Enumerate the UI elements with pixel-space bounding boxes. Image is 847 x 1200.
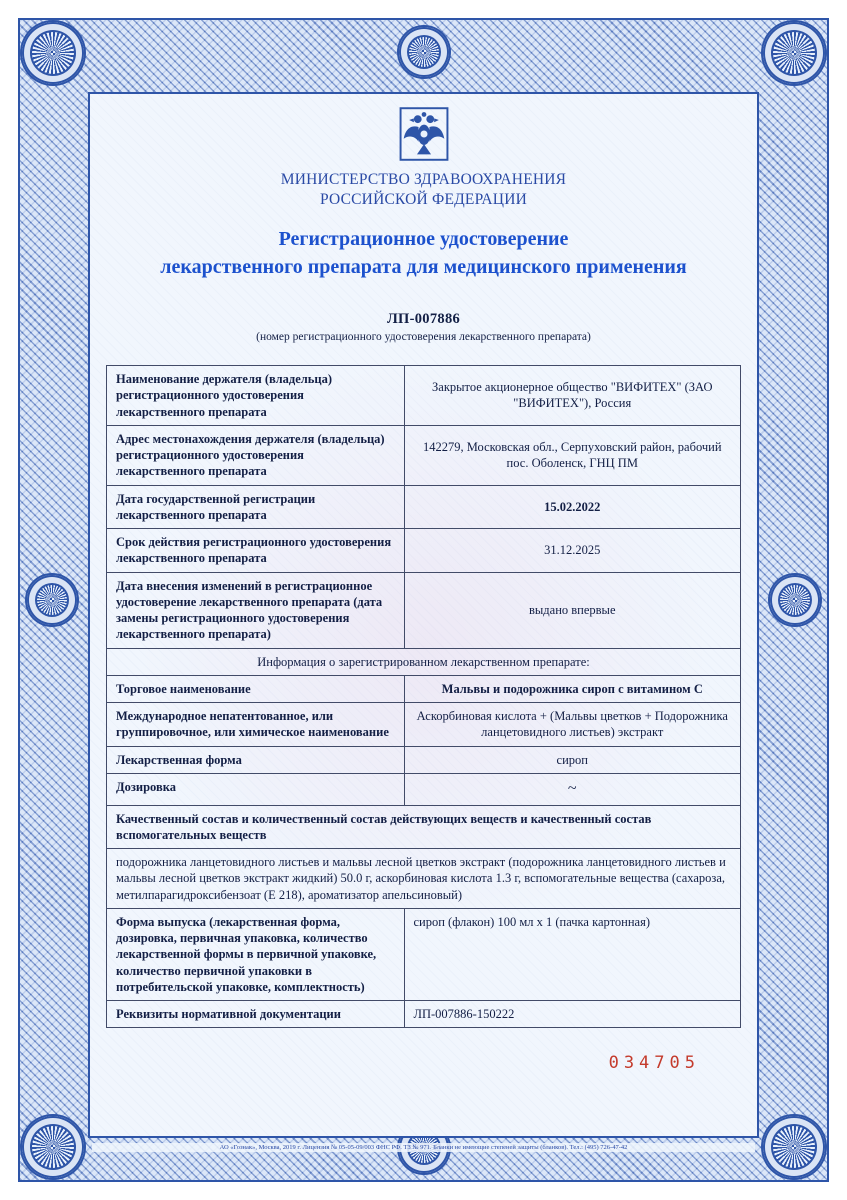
table-section-row [107, 648, 740, 675]
table-row [107, 366, 740, 425]
row-value: Аскорбиновая кислота + (Мальвы цветков + Подорожника ланцетовидного листьев) экстракт [416, 709, 728, 740]
row-value: ~ [567, 779, 577, 797]
table-section-row [107, 805, 740, 849]
certificate-table [106, 365, 741, 1028]
rosette-icon [763, 1116, 825, 1178]
table-row [107, 746, 740, 773]
composition-text: подорожника ланцетовидного листьев и мальвы лесной цветков экстракт (подорожника ланцетовидного листьев и мальвы лесной цветков экстракт жидкий) 50.0 г, аскорбиновая кислота 1.3 г, вспомогательные вещества (сахароза, метилпарагидроксибензоат (Е 218), ароматизатор апельсиновый) [116, 855, 726, 902]
row-value: Закрытое акционерное общество "ВИФИТЕХ" (ЗАО "ВИФИТЕХ"), Россия [432, 380, 713, 411]
row-label: Международное непатентованное, или группировочное, или химическое наименование [107, 703, 405, 746]
rosette-icon [399, 27, 449, 77]
row-label: Реквизиты нормативной документации [107, 1001, 405, 1027]
row-label: Дозировка [107, 774, 405, 805]
section-text: Качественный состав и количественный состав действующих веществ и качественный состав вспомогательных веществ [116, 811, 652, 842]
registration-number-caption: (номер регистрационного удостоверения лекарственного препарата) [256, 331, 591, 344]
rosette-icon [22, 22, 84, 84]
row-value: 142279, Московская обл., Серпуховский район, рабочий пос. Оболенск, ГНЦ ПМ [422, 439, 722, 471]
rosette-icon [770, 575, 820, 625]
row-label: Форма выпуска (лекарственная форма, дозировка, первичная упаковка, количество лекарственной формы в первичной упаковке, количество первичной упаковки в потребительской упаковке, комплектность) [107, 909, 405, 1000]
ministry-line-1: МИНИСТЕРСТВО ЗДРАВООХРАНЕНИЯ [280, 171, 567, 188]
row-value: 15.02.2022 [544, 499, 601, 514]
table-text-row [107, 848, 740, 908]
table-row [107, 675, 740, 702]
registration-number: ЛП-007886 [386, 311, 461, 328]
table-row [107, 1000, 740, 1027]
table-row [107, 528, 740, 572]
table-row [107, 908, 740, 1000]
coat-of-arms-icon [399, 106, 449, 162]
row-value: Мальвы и подорожника сироп с витамином С [441, 681, 703, 696]
certificate-body [88, 92, 759, 1138]
table-row [107, 702, 740, 746]
rosette-icon [27, 575, 77, 625]
table-row [107, 572, 740, 648]
row-label: Срок действия регистрационного удостоверения лекарственного препарата [107, 529, 405, 572]
table-row [107, 425, 740, 485]
rosette-icon [22, 1116, 84, 1178]
row-value: сироп [556, 752, 588, 767]
row-label: Дата внесения изменений в регистрационное удостоверение лекарственного препарата (дата замены регистрационного удостоверения лекарственного препарата) [107, 573, 405, 648]
row-label: Адрес местонахождения держателя (владельца) регистрационного удостоверения лекарственного препарата [107, 426, 405, 485]
row-value: ЛП-007886-150222 [413, 1007, 515, 1022]
row-value: сироп (флакон) 100 мл х 1 (пачка картонная) [413, 914, 650, 929]
ministry-line-2: РОССИЙСКОЙ ФЕДЕРАЦИИ [320, 191, 527, 209]
row-value: выдано впервые [528, 602, 616, 617]
row-label: Торговое наименование [107, 676, 405, 702]
ministry-name [90, 170, 757, 211]
certificate-title [90, 226, 757, 281]
row-label: Наименование держателя (владельца) регистрационного удостоверения лекарственного препарата [107, 366, 405, 425]
printer-fine-print: АО «Гознак», Москва, 2019 г. Лицензия № 05-05-09/003 ФНС РФ. ТЗ № 971. Бланки не имеющие степеней защиты (бланков). Тел.: (495) 726-47-42 [92, 1143, 755, 1152]
table-row [107, 773, 740, 805]
row-label: Лекарственная форма [107, 747, 405, 773]
title-line-1: Регистрационное удостоверение [278, 227, 569, 250]
row-label: Дата государственной регистрации лекарственного препарата [107, 486, 405, 529]
title-line-2: лекарственного препарата для медицинского применения [160, 255, 687, 278]
table-row [107, 485, 740, 529]
rosette-icon [763, 22, 825, 84]
section-text: Информация о зарегистрированном лекарственном препарате: [257, 654, 590, 669]
row-value: 31.12.2025 [544, 543, 601, 558]
serial-number: 034705 [608, 1053, 700, 1073]
